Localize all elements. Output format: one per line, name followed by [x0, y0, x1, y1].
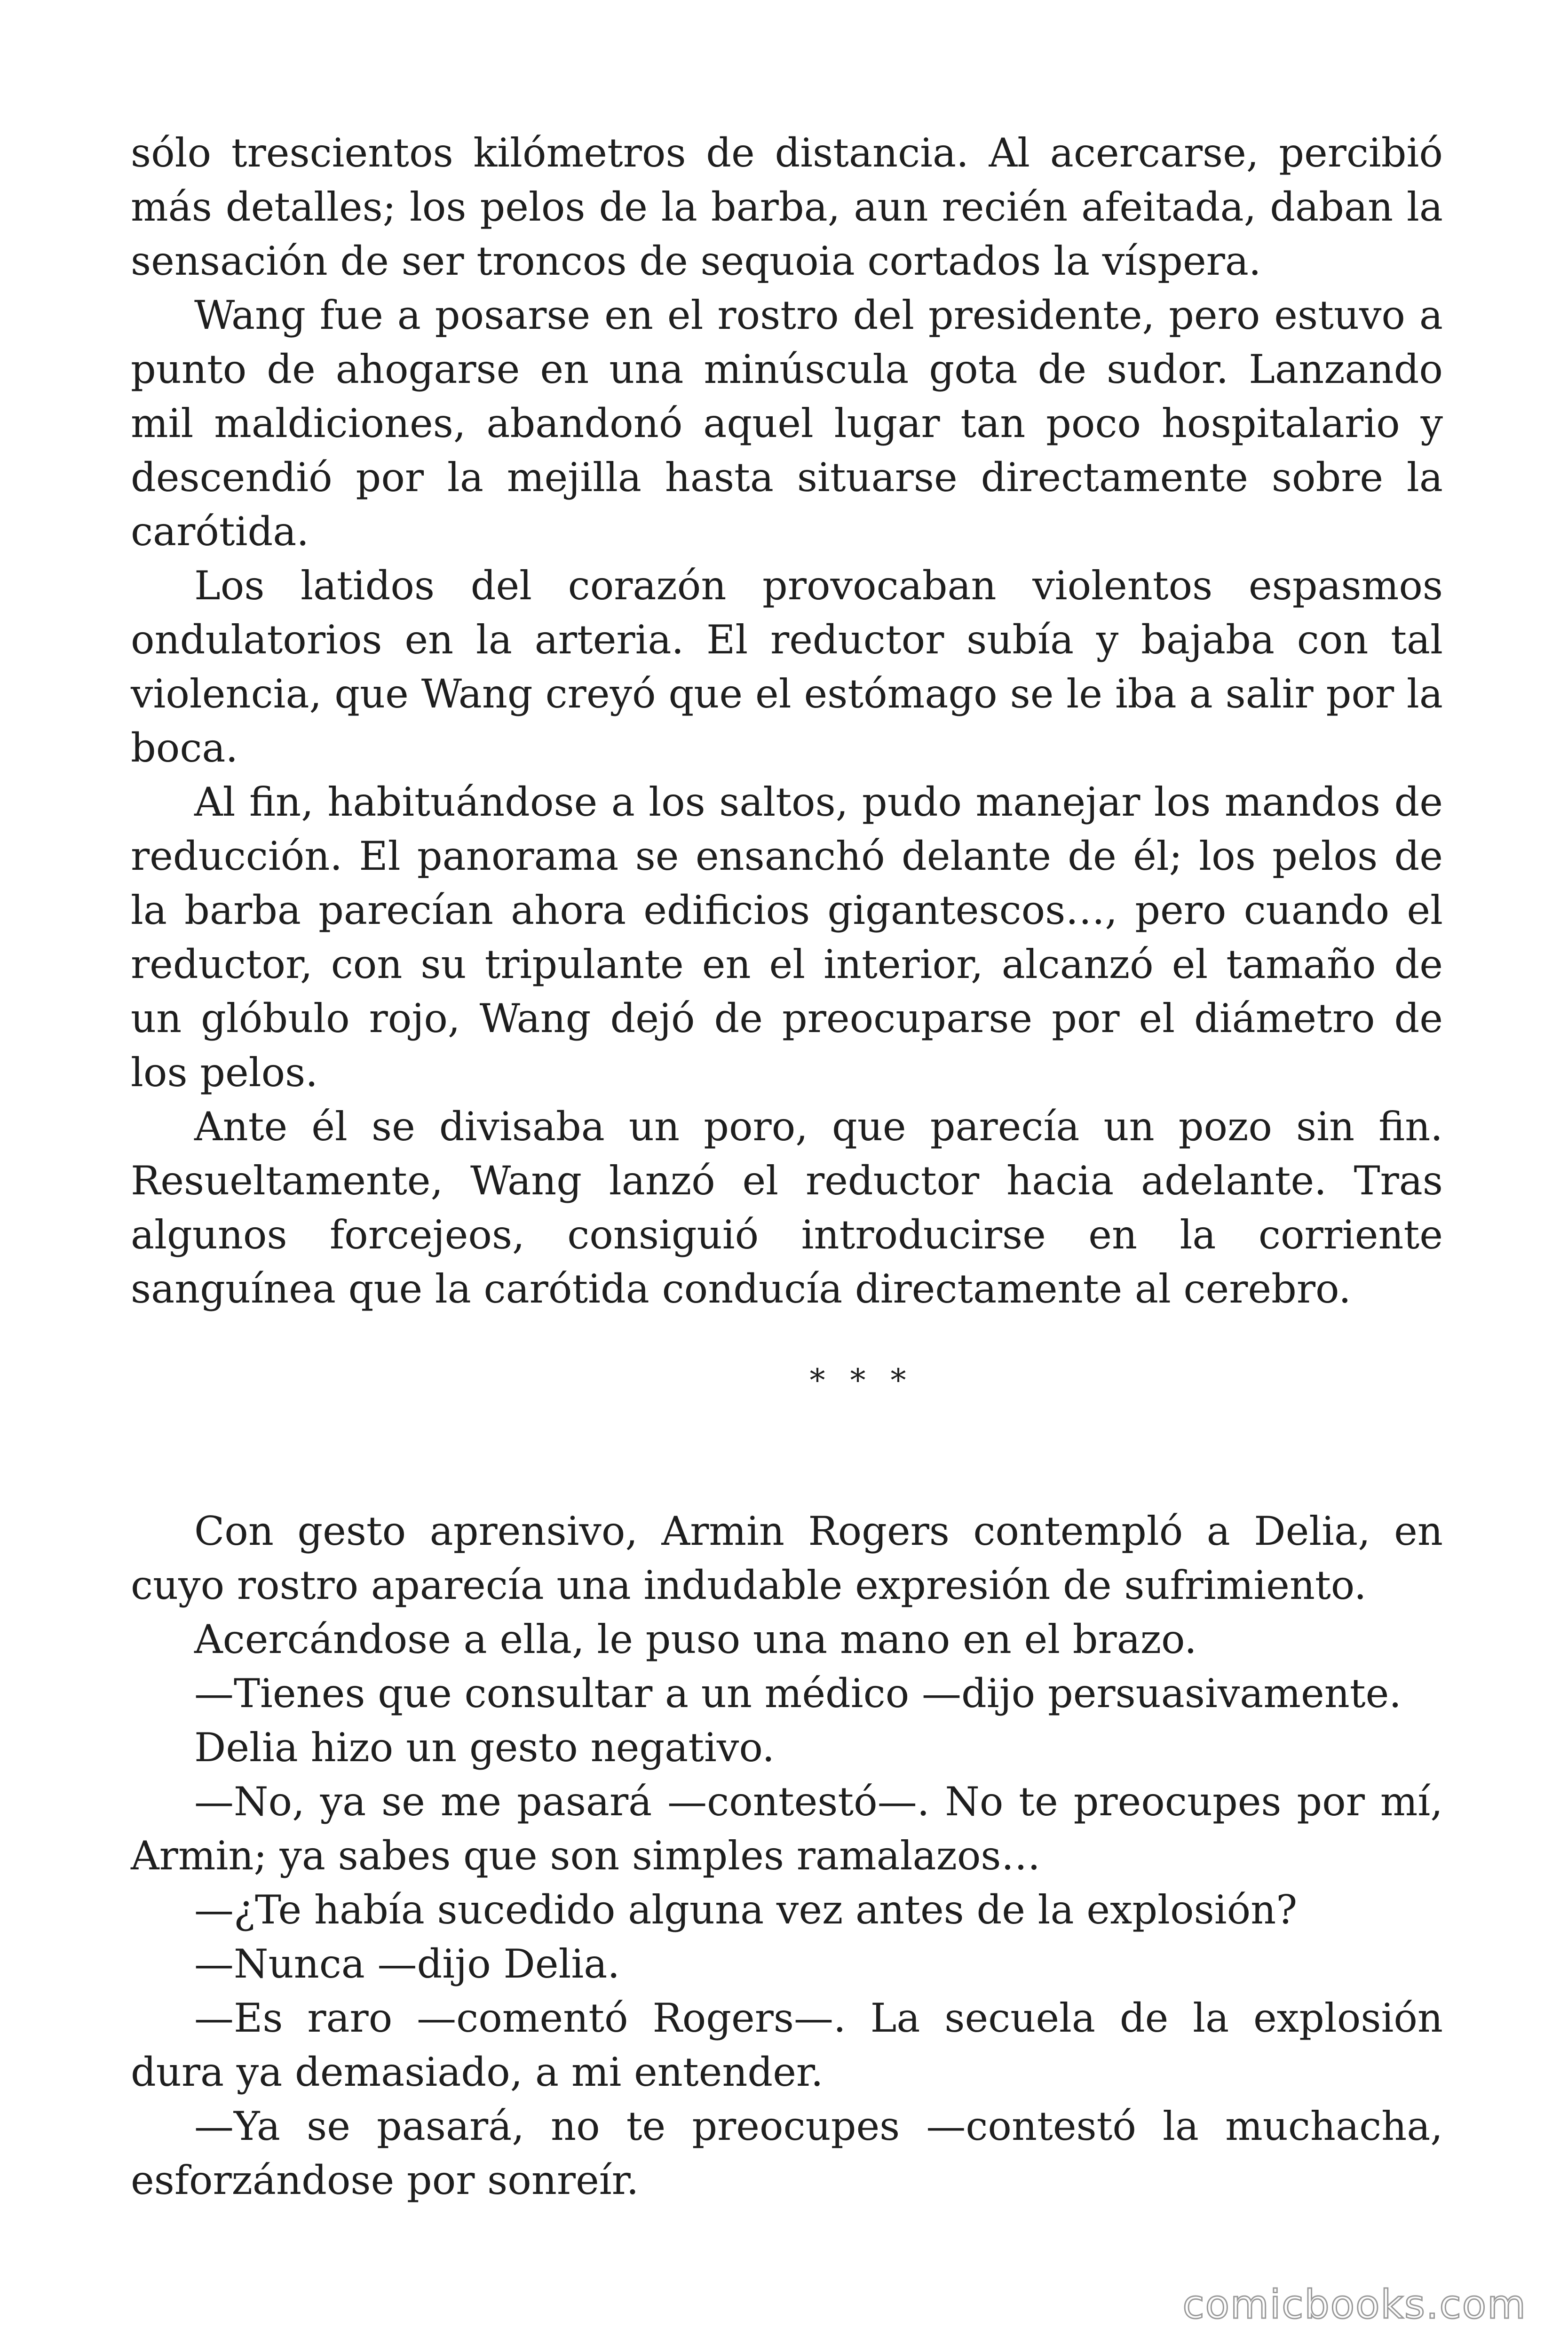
paragraph: Los latidos del corazón provocaban violentos espasmos ondulatorios en la arteria. El reductor subía y bajaba con tal violencia, que Wang creyó que el estómago se le iba a salir por la boca. [131, 563, 1443, 771]
paragraph: Acercándose a ella, le puso una mano en el brazo. [194, 1616, 1197, 1662]
paragraph: Con gesto aprensivo, Armin Rogers contempló a Delia, en cuyo rostro aparecía una indudable expresión de sufrimiento. [131, 1508, 1443, 1608]
paragraph: —Es raro —comentó Rogers—. La secuela de la explosión dura ya demasiado, a mi entender. [131, 1995, 1443, 2095]
section-separator: * * * [809, 1362, 914, 1398]
paragraph: —No, ya se me pasará —contestó—. No te preocupes por mí, Armin; ya sabes que son simples ramalazos… [131, 1779, 1443, 1879]
paragraph: Al fin, habituándose a los saltos, pudo manejar los mandos de reducción. El panorama se ensanchó delante de él; los pelos de la barba parecían ahora edificios gigantescos…, pero cuando el reductor, con su tripulante en el interior, alcanzó el tamaño de un glóbulo rojo, Wang dejó de preocuparse por el diámetro de los pelos. [131, 779, 1443, 1096]
paragraph: Delia hizo un gesto negativo. [194, 1724, 775, 1771]
watermark: comicbooks.com [1182, 2281, 1527, 2328]
paragraph: Wang fue a posarse en el rostro del presidente, pero estuvo a punto de ahogarse en una minúscula gota de sudor. Lanzando mil maldiciones, abandonó aquel lugar tan poco hospitalario y descendió por la mejilla hasta situarse directamente sobre la carótida. [131, 292, 1443, 555]
paragraph: sólo trescientos kilómetros de distancia. Al acercarse, percibió más detalles; los pelos de la barba, aun recién afeitada, daban la sensación de ser troncos de sequoia cortados la víspera. [131, 130, 1443, 284]
paragraph: —¿Te había sucedido alguna vez antes de la explosión? [194, 1887, 1298, 1933]
paragraph: —Tienes que consultar a un médico —dijo persuasivamente. [194, 1670, 1402, 1716]
paragraph: —Ya se pasará, no te preocupes —contestó la muchacha, esforzándose por sonreír. [131, 2103, 1443, 2203]
paragraph: Ante él se divisaba un poro, que parecía un pozo sin fin. Resueltamente, Wang lanzó el reductor hacia adelante. Tras algunos forcejeos, consiguió introducirse en la corriente sanguínea que la carótida conducía directamente al cerebro. [131, 1104, 1443, 1312]
text-block-top [131, 126, 1443, 1316]
text-block-bottom [131, 1504, 1443, 2208]
paragraph: —Nunca —dijo Delia. [194, 1941, 620, 1987]
